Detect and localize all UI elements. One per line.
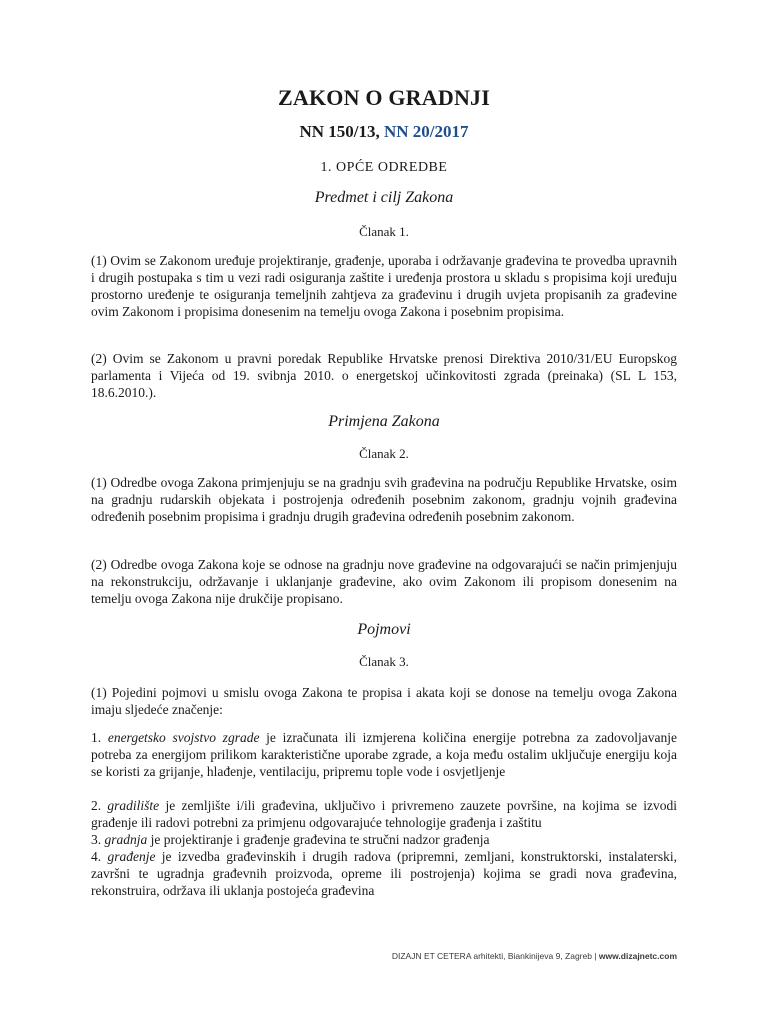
article-2-heading: Primjena Zakona — [328, 413, 440, 430]
law-title: ZAKON O GRADNJI — [277, 85, 490, 110]
definition-text: je projektiranje i građenje građevina te stručni nadzor građenja — [147, 832, 490, 847]
definition-text: je zemljište i/ili građevina, uključivo i privremeno zauzete površine, na kojima se izvodi građenje ili radovi potrebni za primjenu odgovarajuće tehnologije građenja i zaštitu — [91, 798, 678, 830]
gazette-reference — [91, 122, 677, 142]
definition-text: je izračunata ili izmjerena količina energije potrebna za zadovoljavanje potreba za energijom prilikom karakteristične uporabe zgrade, a koja među ostalim uključuje energiju koja se koristi za grijanje, hlađenje, ventilaciju, pripremu tople vode i osvjetljenje — [91, 730, 678, 779]
definition-item — [91, 729, 677, 780]
article-1-heading: Predmet i cilj Zakona — [314, 189, 454, 206]
article-2-paragraph-1: (1) Odredbe ovoga Zakona primjenjuju se na gradnju svih građevina na području Republike Hrvatske, osim na gradnju rudarskih objekata i postrojenja određenih posebnim zakonom, gradnju vojnih građevina određenih posebnim propisima i gradnju drugih građevina određenih posebnim zakonom. — [91, 475, 677, 524]
definition-term: energetsko svojstvo zgrade — [107, 730, 260, 745]
definition-term: gradilište — [107, 798, 160, 813]
definition-text: je izvedba građevinskih i drugih radova (pripremni, zemljani, konstruktorski, instalaterski, završni te ugradnja građevnih proizvoda, opreme ili postrojenja) kojima se gradi nova građevina, rekonstruira, održava ili uklanja postojeća građevina — [91, 849, 678, 898]
page-footer — [392, 951, 677, 961]
definition-term: gradnja — [104, 832, 148, 847]
article-3-heading: Pojmovi — [357, 621, 411, 638]
section-heading: 1. OPĆE ODREDBE — [320, 160, 448, 175]
article-3-label: Članak 3. — [359, 654, 409, 669]
definition-item — [91, 848, 677, 899]
definition-item — [91, 797, 677, 831]
definition-term: građenje — [107, 849, 156, 864]
definition-number: 3. — [91, 832, 102, 847]
gazette-link[interactable]: NN 20/2017 — [384, 122, 469, 141]
article-2-paragraph-2: (2) Odredbe ovoga Zakona koje se odnose na gradnju nove građevine na odgovarajući se način primjenjuju na rekonstrukciju, održavanje i uklanjanje građevine, ako ovim Zakonom ili propisom donesenim na temelju ovoga Zakona nije drukčije propisano. — [91, 557, 677, 606]
article-1-paragraph-2: (2) Ovim se Zakonom u pravni poredak Republike Hrvatske prenosi Direktiva 2010/31/EU Europskog parlamenta i Vijeća od 19. svibnja 2010. o energetskoj učinkovitosti zgrada (preinaka) (SL L 153, 18.6.2010.). — [91, 351, 677, 400]
definition-item — [91, 831, 677, 848]
definition-number: 4. — [91, 849, 102, 864]
gazette-number: NN 150/13, — [299, 122, 380, 141]
definition-number: 1. — [91, 730, 102, 745]
article-1-label: Članak 1. — [359, 224, 409, 239]
article-2-label: Članak 2. — [359, 446, 409, 461]
definition-number: 2. — [91, 798, 102, 813]
footer-website-link[interactable]: www.dizajnetc.com — [598, 951, 677, 961]
footer-text: DIZAJN ET CETERA arhitekti, Biankinijeva 9, Zagreb | — [391, 951, 599, 961]
article-3-paragraph-1: (1) Pojedini pojmovi u smislu ovoga Zakona te propisa i akata koji se donose na temelju ovoga Zakona imaju sljedeće značenje: — [91, 685, 677, 717]
article-1-paragraph-1: (1) Ovim se Zakonom uređuje projektiranje, građenje, uporaba i održavanje građevina te provedba upravnih i drugih postupaka s tim u vezi radi osiguranja zaštite i uređenja prostora u skladu s propisima koji uređuju prostorno uređenje te osiguranja temeljnih zahtjeva za građevinu i drugih uvjeta propisanih za građevine ovim Zakonom i propisima donesenim na temelju ovoga Zakona i posebnim propisima. — [91, 253, 677, 319]
